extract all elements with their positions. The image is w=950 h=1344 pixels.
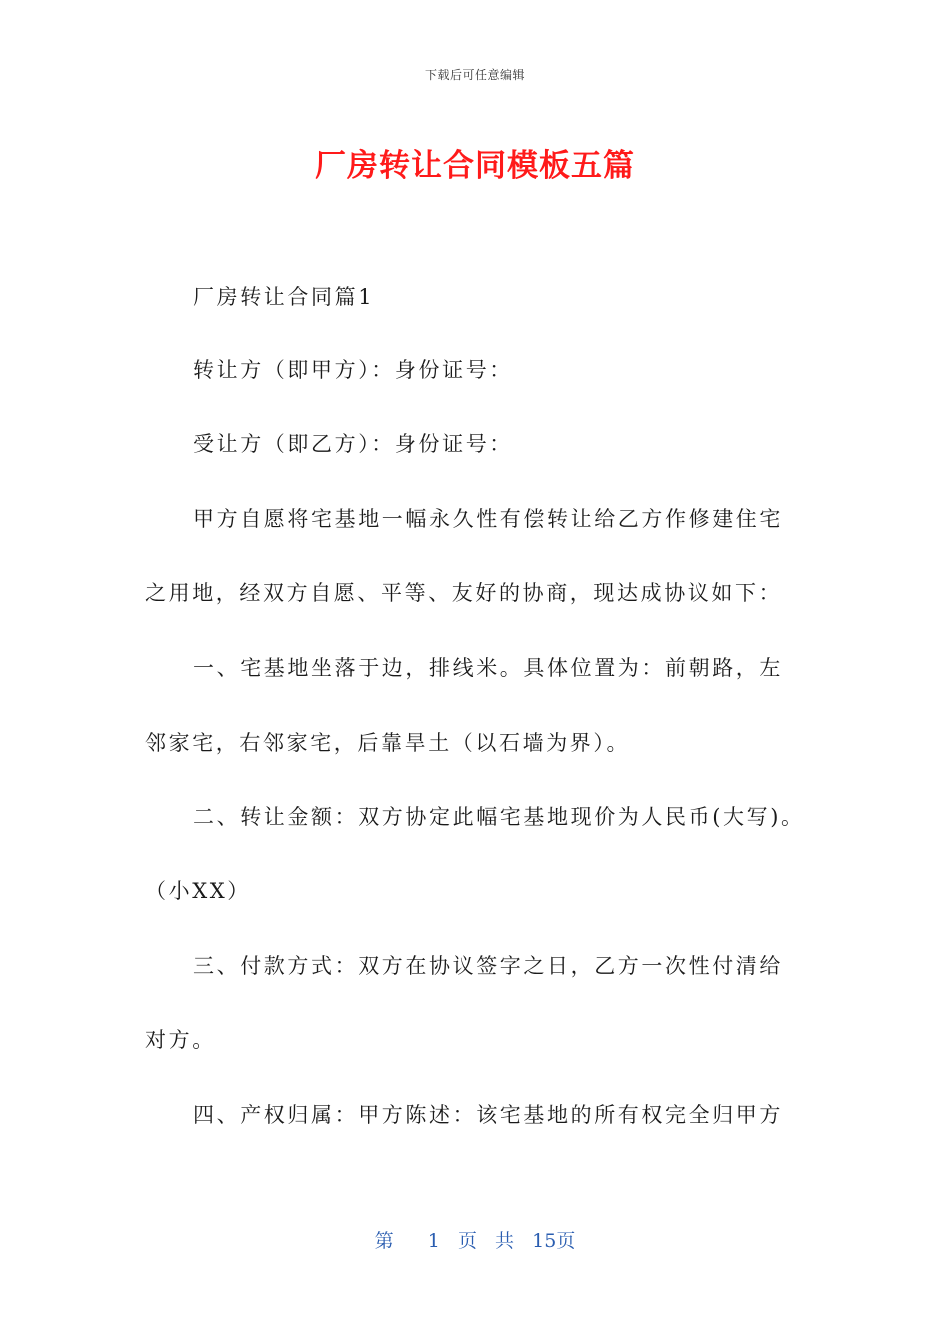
total-label: 共 [495,1230,515,1252]
transferee-line: 受让方（即乙方）：身份证号： [193,432,513,456]
document-title: 厂房转让合同模板五篇 [315,148,635,184]
page-label: 页 [457,1230,477,1252]
body-paragraph-line: 之用地，经双方自愿、平等、友好的协商，现达成协议如下： [145,581,783,605]
clause-line: 二、转让金额：双方协定此幅宅基地现价为人民币(大写)。 [193,805,805,829]
page-indicator [0,1226,950,1253]
clause-line: 一、宅基地坐落于边，排线米。具体位置为：前朝路，左 [193,656,783,680]
page-prefix: 第 [374,1230,394,1252]
clause-line: （小XX） [145,879,251,903]
clause-line: 对方。 [145,1028,216,1052]
body-paragraph-line: 甲方自愿将宅基地一幅永久性有偿转让给乙方作修建住宅 [193,507,783,531]
current-page-number: 1 [427,1230,440,1252]
clause-line: 邻家宅，右邻家宅，后靠旱土（以石墙为界）。 [145,731,631,755]
header-note: 下载后可任意编辑 [424,68,525,82]
transferor-line: 转让方（即甲方）：身份证号： [193,358,513,382]
total-pages: 15页 [532,1230,576,1252]
clause-line: 三、付款方式：双方在协议签字之日，乙方一次性付清给 [193,954,783,978]
section-heading: 厂房转让合同篇1 [193,285,375,309]
clause-line: 四、产权归属：甲方陈述：该宅基地的所有权完全归甲方 [193,1103,783,1127]
